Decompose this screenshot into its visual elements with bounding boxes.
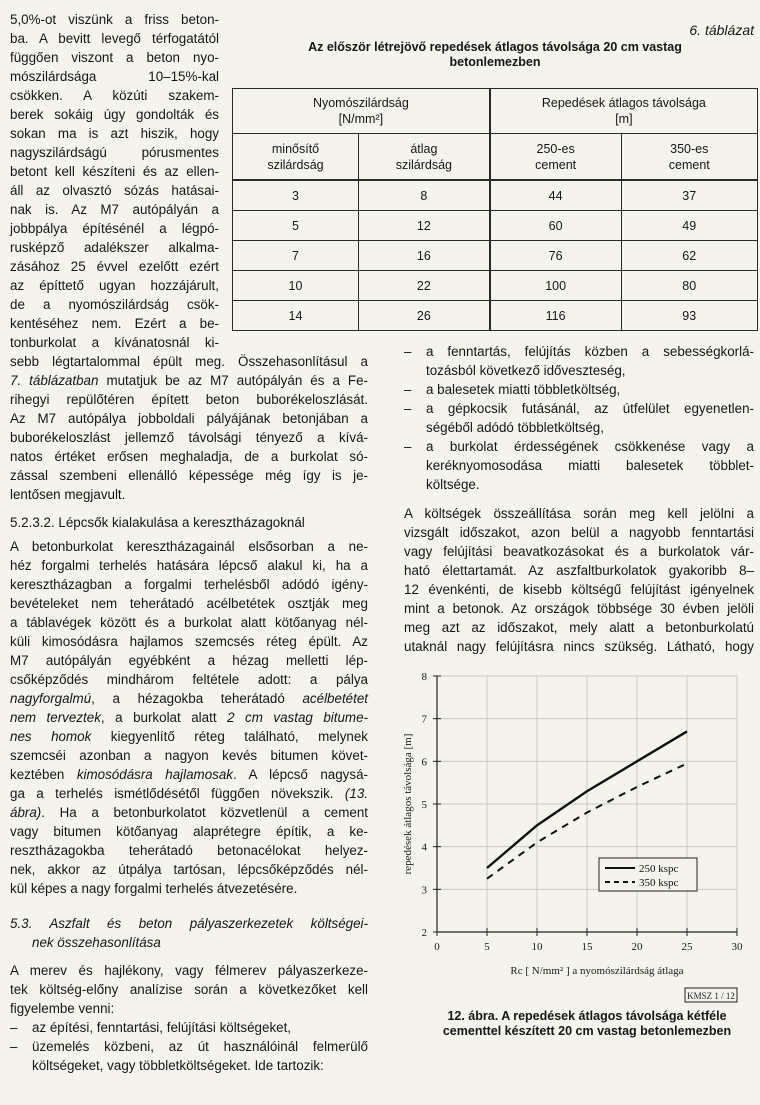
paragraph-line: A betonburkolat keresztházagainál elsősorban a ne- <box>10 539 368 554</box>
paragraph-line: jobbpálya építésénél a légpó- <box>10 221 219 236</box>
dash-bullet: – <box>404 344 412 359</box>
paragraph-line: nak is. Az M7 autópályán a <box>10 202 219 217</box>
paragraph-line: áll az olvasztó sózás hatásai- <box>10 183 219 198</box>
paragraph-line: nek, akkor az útpálya tartósan, lépcsőképződés nél- <box>10 862 368 877</box>
x-tick-label: 0 <box>434 941 440 953</box>
paragraph-line: figyelembe venni: <box>10 1001 115 1016</box>
y-tick-label: 6 <box>421 756 427 769</box>
header-crack-distance: Repedések átlagos távolsága [m] <box>490 89 758 134</box>
paragraph-line: héz forgalmi terhelés hatására lépcső alakul ki, ha a <box>10 558 368 573</box>
paragraph-line: keztében kimosódásra hajlamosak. A lépcső nagysá- <box>10 767 368 782</box>
list-item-line: az építési, fenntartási, felújítási költségeket, <box>32 1020 292 1035</box>
paragraph-line: ábra). Ha a betonburkolatot közvetlenül a cement <box>10 805 368 820</box>
paragraph-line: vagy bitumen kötőanyag alaprétegre építik, a ke- <box>10 824 368 839</box>
paragraph-line: tek költség-előny analízise során a következőket kell <box>10 982 368 997</box>
paragraph-line: nes homok kiegyenlítő réteg található, melynek <box>10 729 368 744</box>
list-item-line: a gépkocsik futásánál, az útfelület egyenetlen- <box>426 401 754 416</box>
list-item <box>404 399 754 437</box>
paragraph-line: csökken. A közúti szakem- <box>10 88 219 103</box>
paragraph-line: 7. táblázatban mutatjuk be az M7 autópályán és a Fe- <box>10 373 368 388</box>
stamp-label: KMSZ 1 / 12 <box>687 991 735 1001</box>
dash-bullet: – <box>404 439 412 454</box>
figure-caption-line-2: cementtel készített 20 cm vastag betonlemezben <box>442 1024 732 1038</box>
paragraph-line: A költségek összeállítása során meg kell jelölni a <box>404 506 754 521</box>
table-row: 10 22 100 80 <box>233 271 758 301</box>
header-average-strength: átlag szilárdság <box>359 134 490 181</box>
list-item-line: költsége. <box>426 477 480 492</box>
dash-bullet: – <box>404 382 412 397</box>
y-tick-label: 4 <box>421 841 427 854</box>
paragraph-line: zással szembeni ellenálló képessége még így is je- <box>10 468 368 483</box>
list-item <box>404 342 754 380</box>
table-caption-line-1: Az először létrejövő repedések átlagos távolsága 20 cm vastag <box>308 40 682 54</box>
crack-distance-chart <box>395 662 757 1007</box>
paragraph-line: 12 évenkénti, de kisebb költségű felújítást igényelnek <box>404 582 754 597</box>
paragraph-line: A merev és hajlékony, vagy félmerev pályaszerkeze- <box>10 963 368 978</box>
left-top-text <box>10 10 219 352</box>
y-tick-label: 2 <box>421 927 427 939</box>
paragraph-line: kentéséhez nem. Ezért a be- <box>10 316 219 331</box>
paragraph-line: zásához 25 évvel ezelőtt ezért <box>10 259 219 274</box>
paragraph-line: függően viszont a beton nyo- <box>10 50 219 65</box>
header-cement-350: 350-es cement <box>621 134 758 181</box>
list-item <box>404 380 754 399</box>
paragraph-line: rihegyi repülőtéren épített beton buborékeloszlását. <box>10 392 368 407</box>
paragraph-line: M7 autópályán egyébként a hézag melletti lép- <box>10 653 368 668</box>
header-rated-strength: minősítő szilárdság <box>233 134 359 181</box>
list-item-line: ségéből adódó többletköltség, <box>426 420 604 435</box>
y-tick-label: 7 <box>421 713 427 726</box>
y-tick-label: 5 <box>421 799 427 811</box>
section-heading-5-3-cont: nek összehasonlítása <box>32 935 161 950</box>
paragraph-line: a táblavégek között és a burkolat alatt kötőanyag nél- <box>10 615 368 630</box>
list-item-line: a burkolat érdességének csökkenése vagy a <box>426 439 754 454</box>
paragraph-line: Az M7 autópálya jobboldali pályájának betonjában a <box>10 411 368 426</box>
paragraph-line: ga a terhelés ismétlődésétől függően növekszik. (13. <box>10 786 368 801</box>
crack-distance-table <box>232 88 758 331</box>
list-item-line: keréknyomosodása miatti balesetek többlet- <box>426 458 754 473</box>
figure-caption-line-1: 12. ábra. A repedések átlagos távolsága kétféle <box>447 1009 727 1023</box>
paragraph-line: szemcséi azonban a nagyon kevés bitumen követ- <box>10 748 368 763</box>
section-heading-5-3: 5.3. Aszfalt és beton pályaszerkezetek költségei- <box>10 916 368 931</box>
list-item-line: üzemelés közbeni, az út használóinál felmerülő <box>32 1039 368 1054</box>
paragraph-line: mint a betonok. Az országok többsége 30 évben jelöli <box>404 601 754 616</box>
paragraph-line: bevételeket nem teherátadó acélbetétek osztják meg <box>10 596 368 611</box>
y-tick-label: 8 <box>421 671 427 683</box>
paragraph-line: resztházagokba teherátadó betonacélokat helyez- <box>10 843 368 858</box>
table-row: 3 8 44 37 <box>233 180 758 211</box>
table-number: 6. táblázat <box>689 22 754 38</box>
table-caption-line-2: betonlemezben <box>449 55 541 69</box>
x-tick-label: 25 <box>681 941 693 953</box>
y-axis-label: repedések átlagos távolsága [m] <box>402 733 414 875</box>
figure-caption <box>420 1009 754 1039</box>
paragraph-line: küli kimosódásra hajlamos szemcsés réteg épült. Az <box>10 634 368 649</box>
paragraph-line: sokan ma is azt hiszik, hogy <box>10 126 219 141</box>
x-tick-label: 20 <box>631 941 643 953</box>
paragraph-line: tonburkolat a kívánatosnál ki- <box>10 335 219 350</box>
x-axis-label: Rc [ N/mm² ] a nyomószilárdság átlaga <box>510 965 684 977</box>
paragraph-line: nem terveztek, a burkolat alatt 2 cm vastag bitume- <box>10 710 368 725</box>
paragraph-line: natos értéket erősen meghaladja, de a burkolat só- <box>10 449 368 464</box>
paragraph-line: kül képes a nagy forgalmi terhelés átvezetésére. <box>10 881 298 896</box>
table-row: 14 26 116 93 <box>233 301 758 331</box>
paragraph-line: ba. A bevitt levegő térfogatától <box>10 31 219 46</box>
left-column <box>10 352 368 1075</box>
section-heading-5-2-3-2: 5.2.3.2. Lépcsők kialakulása a keresztházagoknál <box>10 515 305 530</box>
paragraph-line: meg azt az időszakot, mely alatt a betonburkolatú <box>404 620 754 635</box>
paragraph-line: rusképző adalékszer alkalma- <box>10 240 219 255</box>
legend-label: 350 kspc <box>639 877 679 889</box>
paragraph-line: ható élettartamát. Az aszfaltburkolatok gyakoribb 8– <box>404 563 754 578</box>
header-cement-250: 250-es cement <box>490 134 621 181</box>
dash-bullet: – <box>10 1039 18 1054</box>
paragraph-line: nagyforgalmú, a hézagokba teherátadó acélbetétet <box>10 691 368 706</box>
table-row: 7 16 76 62 <box>233 241 758 271</box>
list-item-line: költségeket, vagy többletköltségeket. Ide tartozik: <box>32 1058 324 1073</box>
x-tick-label: 15 <box>581 941 593 953</box>
legend-label: 250 kspc <box>639 863 679 875</box>
paragraph-line: mószilárdsága 10–15%-kal <box>10 69 219 84</box>
right-column <box>404 342 754 656</box>
paragraph-line: utaknál nagy felújításra nincs szükség. Látható, hogy <box>404 639 754 654</box>
x-tick-label: 30 <box>731 941 743 953</box>
paragraph-line: keresztházagban a forgalmi terhelésből adódó igény- <box>10 577 368 592</box>
list-item-line: a fenntartás, felújítás közben a sebességkorlá- <box>426 344 754 359</box>
x-tick-label: 10 <box>531 941 543 953</box>
paragraph-line: de a nyomószilárdság csök- <box>10 297 219 312</box>
paragraph-line: nagyszilárdságú pórusmentes <box>10 145 219 160</box>
paragraph-line: berek sokáig úgy gondolták és <box>10 107 219 122</box>
paragraph-line: csőképződés mindhárom feltétele adott: a pálya <box>10 672 368 687</box>
paragraph-line: vizsgált időszakot, azon belül a nagyobb fenntartási <box>404 525 754 540</box>
list-item <box>10 1037 368 1075</box>
table-caption <box>232 40 758 70</box>
list-item-line: a balesetek miatti többletköltség, <box>426 382 621 397</box>
paragraph-line: 5,0%-ot viszünk a friss beton- <box>10 12 219 27</box>
paragraph-line: lentősen megjavult. <box>10 487 126 502</box>
y-tick-label: 3 <box>421 884 427 897</box>
list-item-line: tozásból következő időveszteség, <box>426 363 626 378</box>
paragraph-line: vagy felújítási beavatkozásokat és a burkolatok vár- <box>404 544 754 559</box>
x-tick-label: 5 <box>484 941 490 953</box>
list-item <box>404 437 754 494</box>
dash-bullet: – <box>10 1020 18 1035</box>
paragraph-line: az építtető ugyan hozzájárult, <box>10 278 219 293</box>
dash-bullet: – <box>404 401 412 416</box>
paragraph-line: sebb légtartalommal épült meg. Összehasonlításul a <box>10 354 368 369</box>
table-row: 5 12 60 49 <box>233 211 758 241</box>
paragraph-line: buborékeloszlást jellemző távolsági tényező a kívá- <box>10 430 368 445</box>
paragraph-line: betont kell készíteni és az ellen- <box>10 164 219 179</box>
list-item <box>10 1018 368 1037</box>
header-compressive-strength: Nyomószilárdság [N/mm²] <box>233 89 490 134</box>
